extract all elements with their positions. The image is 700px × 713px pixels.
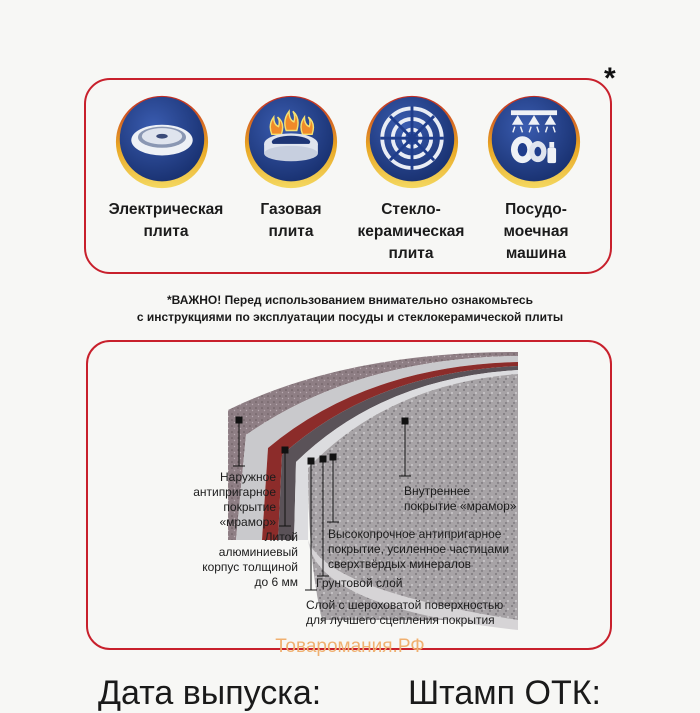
- rough-layer-callout: Слой с шероховатой поверхностью для лучшего сцепления покрытия: [306, 598, 504, 627]
- glass-ceramic-stove-label: Стекло- керамическая плита: [357, 201, 465, 262]
- inner-coating-callout: Внутреннее покрытие «мрамор»: [404, 484, 517, 513]
- important-notice: *ВАЖНО! Перед использованием внимательно ознакомьтесь с инструкциями по эксплуатации посуды и стеклокерамической плиты: [136, 293, 564, 324]
- gas-stove-icon: [243, 94, 339, 190]
- primer-layer-callout: Грунтовой слой: [316, 576, 403, 590]
- strong-coating-callout: Высокопрочное антипригарное покрытие, усиленное частицами сверхтвёрдых минералов: [328, 527, 510, 571]
- aluminum-body-callout: Литой алюминиевый корпус толщиной до 6 мм: [202, 530, 298, 589]
- glass-ceramic-stove-icon: [364, 94, 460, 190]
- gas-stove-label: Газовая плита: [260, 201, 322, 240]
- electric-stove-icon: [114, 94, 210, 190]
- watermark: Товаромания.РФ: [275, 636, 425, 657]
- electric-stove-label: Электрическая плита: [108, 201, 224, 240]
- asterisk-mark: *: [604, 62, 616, 95]
- qc-stamp-label: Штамп ОТК:: [408, 674, 601, 712]
- outer-coating-callout: Наружное антипригарное покрытие «мрамор»: [193, 470, 276, 529]
- dishwasher-icon: [486, 94, 582, 190]
- release-date-label: Дата выпуска:: [98, 674, 322, 712]
- dishwasher-label: Посудо- моечная машина: [503, 201, 569, 262]
